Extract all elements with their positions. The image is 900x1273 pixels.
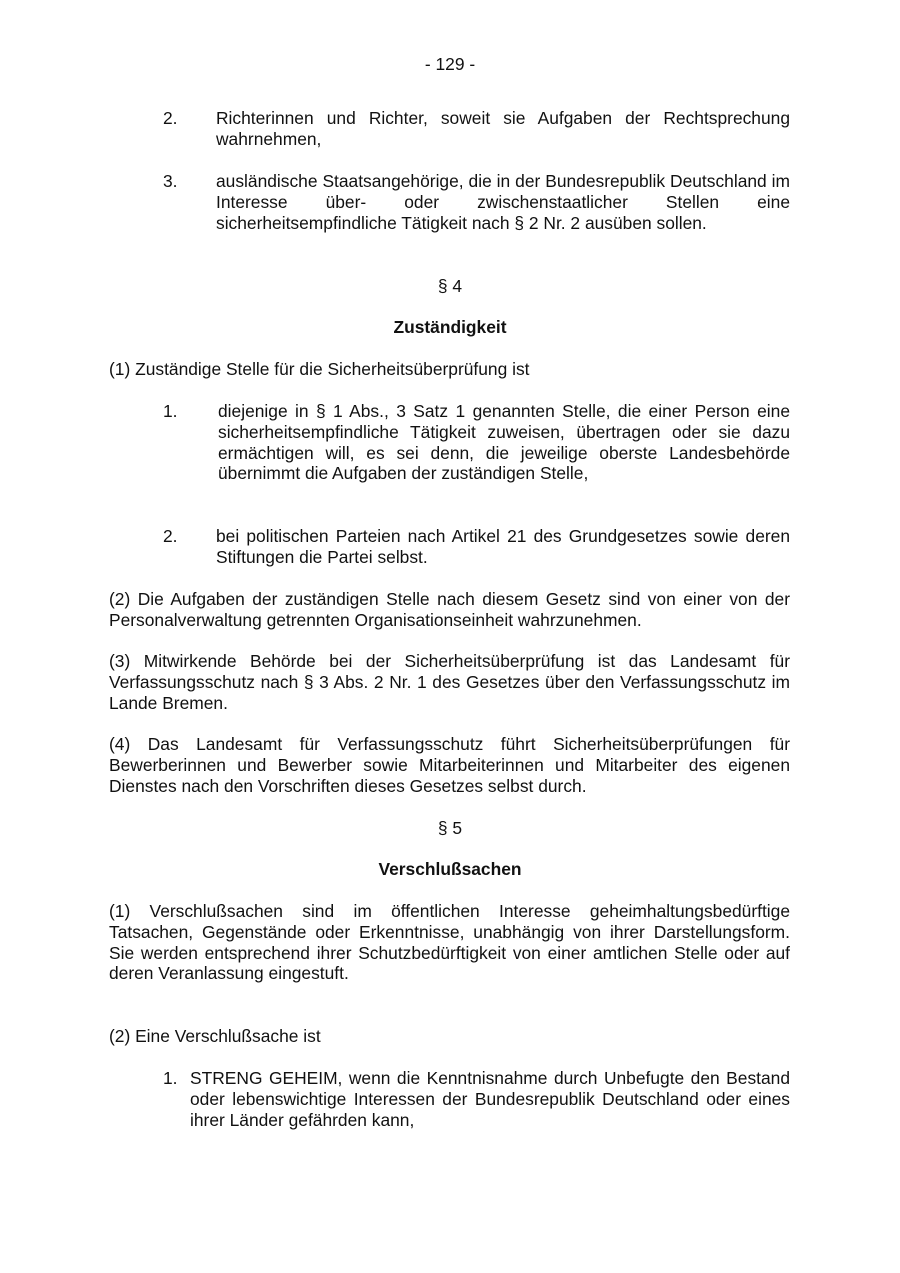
list-item-text: bei politischen Parteien nach Artikel 21 des Grundgesetzes sowie deren Stiftungen die Partei selbst. xyxy=(216,526,790,567)
paragraph-5-2-intro: (2) Eine Verschlußsache ist xyxy=(109,1026,321,1046)
list-item-number: 1. xyxy=(163,1068,178,1088)
list-item-number: 2. xyxy=(163,108,178,128)
paragraph-4-1-intro: (1) Zuständige Stelle für die Sicherheitsüberprüfung ist xyxy=(109,359,530,379)
list-item-text: Richterinnen und Richter, soweit sie Aufgaben der Rechtsprechung wahrnehmen, xyxy=(216,108,790,149)
section-sign-4: § 4 xyxy=(437,276,463,296)
list-item-text: ausländische Staatsangehörige, die in der Bundesrepublik Deutschland im Interesse über- oder zwischenstaatlicher Stellen eine sicherheitsempfindliche Tätigkeit nach § 2 Nr. 2 ausüben sollen. xyxy=(216,171,790,233)
page-number: - 129 - xyxy=(424,54,476,74)
list-item-number: 1. xyxy=(163,401,178,421)
paragraph-4-3: (3) Mitwirkende Behörde bei der Sicherheitsüberprüfung ist das Landesamt für Verfassungsschutz nach § 3 Abs. 2 Nr. 1 des Gesetzes über den Verfassungsschutz im Lande Bremen. xyxy=(109,651,790,713)
list-item-number: 2. xyxy=(163,526,178,546)
section-heading-zustaendigkeit: Zuständigkeit xyxy=(393,317,507,337)
list-item-number: 3. xyxy=(163,171,178,191)
paragraph-4-2: (2) Die Aufgaben der zuständigen Stelle nach diesem Gesetz sind von einer von der Personalverwaltung getrennten Organisationseinheit wahrzunehmen. xyxy=(109,589,790,630)
list-item-text: STRENG GEHEIM, wenn die Kenntnisnahme durch Unbefugte den Bestand oder lebenswichtige Interessen der Bundesrepublik Deutschland oder eines ihrer Länder gefährden kann, xyxy=(190,1068,790,1130)
paragraph-5-1: (1) Verschlußsachen sind im öffentlichen Interesse geheimhaltungsbedürftige Tatsachen, Gegenstände oder Erkenntnisse, unabhängig von ihrer Darstellungsform. Sie werden entsprechend ihrer Schutzbedürftigkeit von einer amtlichen Stelle oder auf deren Veranlassung eingestuft. xyxy=(109,901,790,984)
list-item-text: diejenige in § 1 Abs., 3 Satz 1 genannten Stelle, die einer Person eine sicherheitsempfindliche Tätigkeit zuweisen, übertragen oder sie dazu ermächtigen will, es sei denn, die jeweilige oberste Landesbehörde übernimmt die Aufgaben der zuständigen Stelle, xyxy=(218,401,790,484)
section-sign-5: § 5 xyxy=(437,818,463,838)
paragraph-4-4: (4) Das Landesamt für Verfassungsschutz führt Sicherheitsüberprüfungen für Bewerberinnen und Bewerber sowie Mitarbeiterinnen und Mitarbeiter des eigenen Dienstes nach den Vorschriften dieses Gesetzes selbst durch. xyxy=(109,734,790,796)
section-heading-verschlusssachen: Verschlußsachen xyxy=(378,859,522,879)
